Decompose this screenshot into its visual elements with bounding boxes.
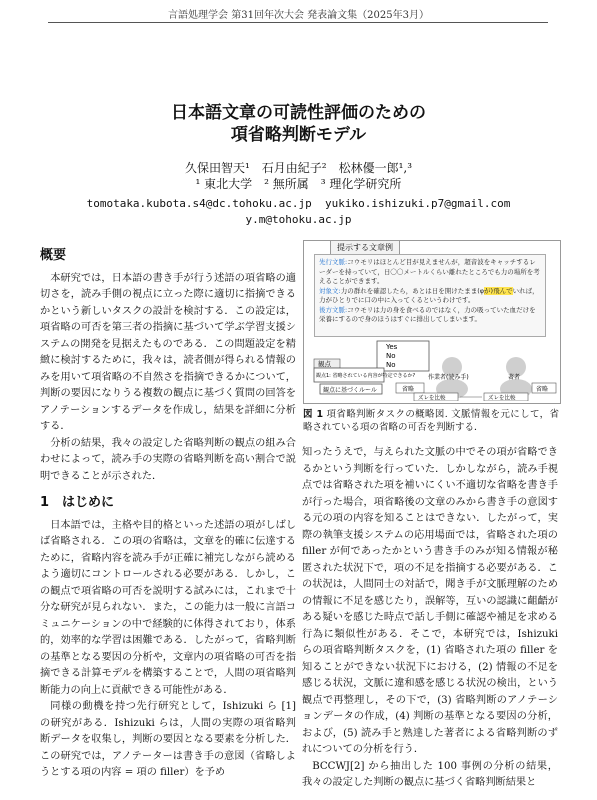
compare-label-1: ズレを比較 (418, 395, 446, 401)
right-paragraph-1: 知ったうえで，与えられた文脈の中でその項が省略できるかという判断を行っていた．しかしながら，読み手視点では省略された項を補いにくい不適切な省略を書き手が行った場合，項省略後の文章のみから書き手の意図する元の項の内容を知ることはできない．したがって，実際の執筆支援システムの応用場面では，省略された項の filler が何であったかという書き手のみが知る情報が秘匿された状況下で，項の不足を指摘する必要がある．この状況は，人間同士の対話で，聞き手が文脈理解のための情報に不足を感じたり，誤解等，互いの認識に齟齬がある疑いを感じた時点で話し手側に確認や補足を求める行為に類似性がある．そこで，本研究では，Ishizuki らの項省略判断タスクを，(1) 省略された項の filler を知ることができない状況下における，(2) 情報の不足を感じる状況，文脈に違和感を感じる状況の検出，という観点で再整理し，その下で，(3) 省略判断のアノテーションデータの作成，(4) 判断の基準となる要因の分析，および，(5) 読み手と熟達した著者による省略判断のずれについての分析を行う． (302, 447, 558, 755)
target-text-post: いれば，力がひとりでに口の中に入ってくるというわけです。 (319, 286, 539, 304)
section-1-paragraph-1: 日本語では，主格や目的格といった述語の項がしばしば省略される．この項の省略は，文章を的確に伝達するために，省略内容を読み手が正確に補完しながら読めるよう適切にコントロールされる必要がある．しかし，この観点で項省略の可否を説明する試みには，これまで十分な研究が見られない．また，この能力は一般に言語コミュニケーションの中で経験的に体得されており，体系的，効率的な学習は困難である．したがって，省略判断の基準となる要因の分析や，文章内の項省略の可否を指摘できる計算モデルを構築することで，人間の項省略判断能力の向上に貢献できる可能性がある． (40, 519, 296, 696)
rule-box-label: 観点に基づくルール (323, 387, 377, 394)
figure-1 (303, 240, 561, 404)
reader-label: 作業者(読み手) (428, 374, 469, 381)
author-emails (0, 196, 597, 228)
right-column (302, 445, 558, 792)
compare-label-2: ズレを比較 (488, 395, 516, 401)
author-block (0, 160, 597, 192)
context-label: 先行文脈: (319, 258, 348, 266)
omit-label-2: 省略 (536, 386, 549, 393)
right-paragraph-2: BCCWJ[2] から抽出した 100 事例の分析の結果，我々の設定した判断の観点に基づく省略判断結果と (302, 760, 558, 788)
after-label: 後方文脈: (319, 305, 348, 314)
viewpoint-text: 観点1: 省略されている内容が特定できるか? (316, 373, 416, 379)
header-rule (48, 22, 548, 23)
abstract-heading: 概要 (40, 248, 67, 263)
author-affiliations: ¹ 東北大学 ² 無所属 ³ 理化学研究所 (195, 177, 402, 191)
target-label: 対象文: (319, 286, 341, 295)
author-label: 著者 (508, 374, 521, 381)
author-names: 久保田智天¹ 石月由紀子² 松林優一郎¹,³ (184, 161, 413, 175)
left-column (40, 248, 296, 782)
abstract-paragraph-2: 分析の結果，我々の設定した省略判断の観点の組み合わせによって，読み手の実際の省略判断を高い割合で説明できることが示された． (40, 437, 296, 482)
section-1-paragraph-2: 同様の動機を持つ先行研究として，Ishizuki ら [1] の研究がある．Ishizuki らは，人間の実際の項省略判断データを収集し，判断の要因となる要素を分析した．この研究では，アノテーターは書き手の意図（省略しようとする項の内容 = 項の filler）を予め (40, 701, 296, 778)
target-text-pre: 力の群れを確認したら，あとは日を開けたまま(φ (340, 286, 485, 295)
answer-2: No (386, 352, 396, 360)
omit-label-1: 省略 (402, 386, 415, 393)
answer-3: No (386, 361, 396, 369)
abstract-paragraph-1: 本研究では，日本語の書き手が行う述語の項省略の適切さを，読み手側の視点に立った際に適切に指摘できるかという新しいタスクの設計を検討する．この設定は，項省略の可否を第三者の指摘に基づいて学ぶ学習支援システムの開発を見据えたものである．この問題設定を精緻に検討するために，我々は，読者側が得られる情報のみを用いて項省略の不自然さを指摘できるかについて，判断の要因になりうる複数の観点に基づく質問の回答をアノテーションするデータを作成し，結果を詳細に分析する． (40, 272, 296, 432)
title-line-2: 項省略判断モデル (230, 125, 367, 145)
running-header: 言語処理学会 第31回年次大会 発表論文集（2025年3月） (168, 10, 429, 21)
section-1-heading: 1 はじめに (40, 495, 115, 510)
context-text: コウモリはほとんど目が見えませんが，超音波をキャッチするレーダーを持っていて，日〇〇メートルくらい離れたところでも力の場所を考えることができます。 (319, 258, 540, 285)
figure-diagram (304, 337, 560, 401)
caption-label: 図 1 (303, 409, 324, 420)
viewpoint-tab-label: 観点 (318, 360, 331, 368)
email-line-2: y.m@tohoku.ac.jp (245, 213, 352, 226)
caption-text: 項省略判断タスクの概略図. 文脈情報を元にして，省略されている項の省略の可否を判断する． (303, 409, 559, 433)
figure-example-text (314, 254, 546, 337)
title-line-1: 日本語文章の可読性評価のための (171, 103, 426, 123)
target-highlight: が)飛んで (484, 286, 513, 295)
answer-1: Yes (386, 343, 398, 351)
figure-example-tab: 提示する文章例 (330, 240, 400, 255)
email-line-1: tomotaka.kubota.s4@dc.tohoku.ac.jp yukiko.ishizuki.p7@gmail.com (86, 197, 511, 210)
after-text: コウモリは力の身を食べるのではなく，力の吸っていた血だけを栄養にするので身のほうはすぐに排出してしまいます。 (319, 305, 536, 323)
answer-box (377, 341, 429, 371)
paper-title (0, 102, 597, 146)
figure-caption (303, 408, 559, 434)
